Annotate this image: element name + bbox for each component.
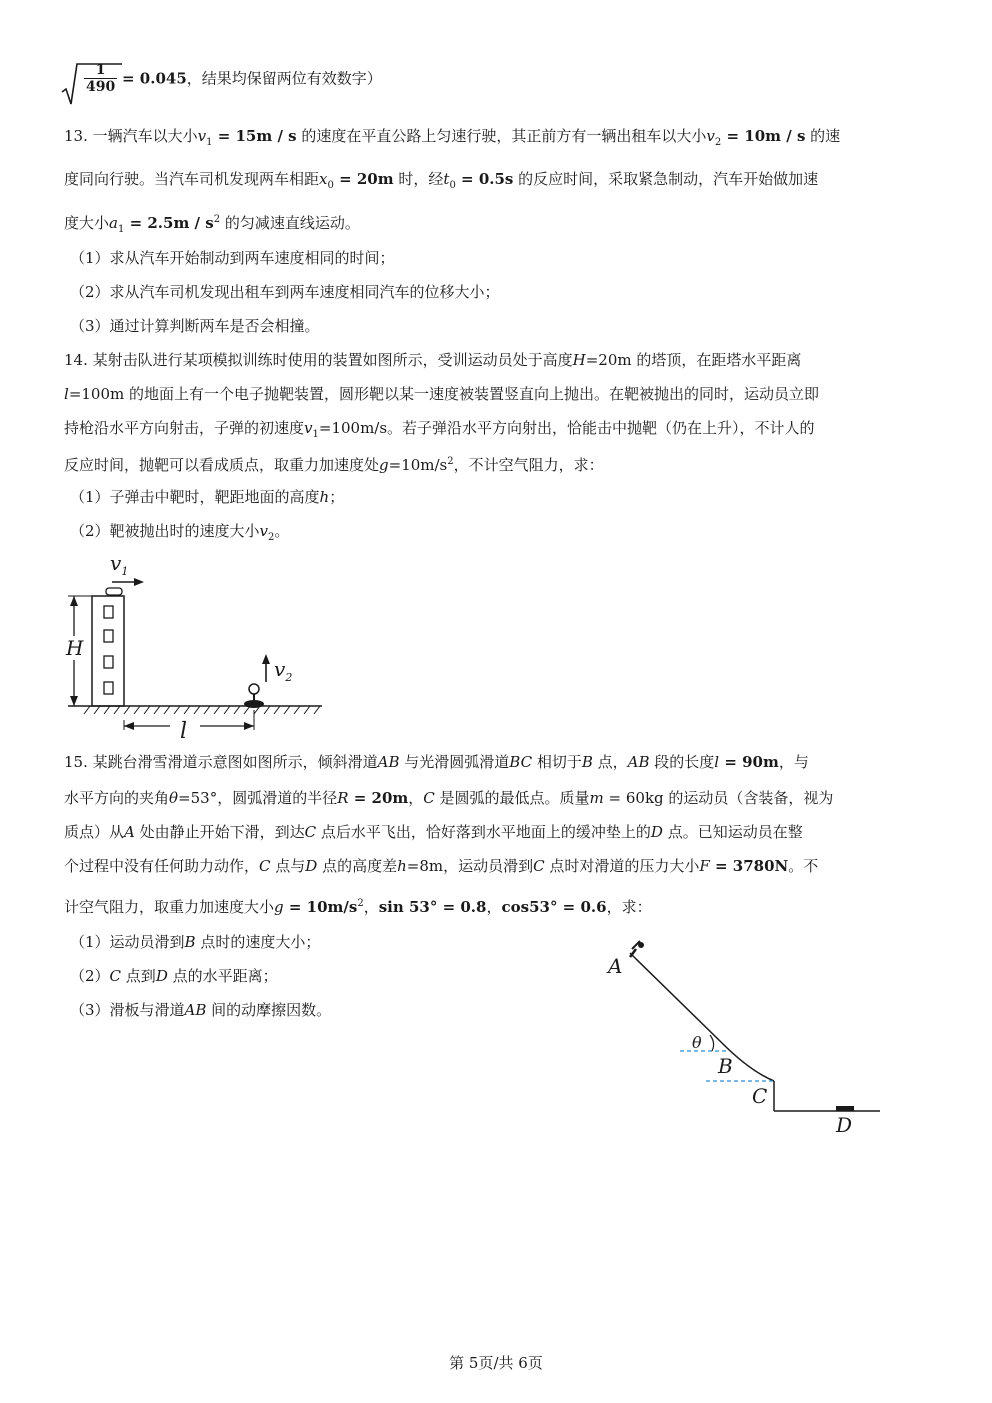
q15-line-5: 计空气阻力，取重力加速度大小$g = 10m/s^2$，sin 53° = 0.8，cos53° = 0.6，求：: [64, 898, 652, 916]
H-label: H: [66, 636, 84, 660]
q15-line-4: 个过程中没有任何助力动作，C 点与D 点的高度差h=8m，运动员滑到C 点时对滑道的压力大小F = 3780N。不: [64, 857, 819, 875]
label-c: C: [752, 1084, 768, 1108]
fraction-numerator: 1: [84, 62, 117, 79]
q13-sub-3: （3）通过计算判断两车是否会相撞。: [70, 317, 320, 335]
launcher: [244, 700, 264, 708]
ski-slope-diagram: [600, 935, 890, 1140]
top-formula: [84, 62, 382, 95]
cushion-d: [836, 1106, 854, 1111]
shooter: [106, 588, 122, 595]
slope-ab: [630, 953, 722, 1043]
q14-line-4: 反应时间，抛靶可以看成质点，取重力加速度处$g=10m/s^2$，不计空气阻力，求：: [64, 456, 604, 474]
q14-line-3: 持枪沿水平方向射击，子弹的初速度$v_1=100m/s$。若子弹沿水平方向射出，恰能击中抛靶（仍在上升），不计人的: [64, 419, 815, 440]
q15-sub-2: （2）C 点到D 点的水平距离；: [70, 967, 278, 985]
q13-line-2: 度同向行驶。当汽车司机发现两车相距$x_0 = 20m$ 时，经$t_0 = 0.5s$ 的反应时间，采取紧急制动，汽车开始做加速: [64, 170, 819, 191]
fraction-denominator: 490: [86, 79, 116, 95]
result-value: = 0.045: [122, 69, 187, 88]
q15-line-3: 质点）从A 处由静止开始下滑，到达C 点后水平飞出，恰好落到水平地面上的缓冲垫上的D 点。已知运动员在整: [64, 823, 803, 841]
tower-target-diagram: [60, 548, 330, 748]
q13-line-3: 度大小$a_1 = 2.5m / s^2$ 的匀减速直线运动。: [64, 214, 360, 235]
l-label: l: [180, 719, 188, 744]
label-a: A: [608, 954, 623, 978]
q13-line-1: 13. 一辆汽车以大小$v_1 = 15m / s$ 的速度在平直公路上匀速行驶，其正前方有一辆出租车以大小$v_2 = 10m / s$ 的速: [64, 127, 841, 148]
q14-sub-2: （2）靶被抛出时的速度大小$v_2$。: [70, 522, 290, 543]
label-d: D: [836, 1113, 853, 1137]
q14-line-1: 14. 某射击队进行某项模拟训练时使用的装置如图所示，受训运动员处于高度H=20m 的塔顶，在距塔水平距离: [64, 351, 802, 369]
precision-note: ，结果均保留两位有效数字）: [186, 69, 382, 88]
skier: [638, 942, 644, 948]
label-theta: θ: [692, 1033, 702, 1052]
q13-sub-1: （1）求从汽车开始制动到两车速度相同的时间；: [70, 249, 395, 267]
q14-sub-1: （1）子弹击中靶时，靶距地面的高度h；: [70, 488, 345, 506]
q15-line-2: 水平方向的夹角θ=53°，圆弧滑道的半径R = 20m，C 是圆弧的最低点。质量m = 60kg 的运动员（含装备，视为: [64, 789, 834, 807]
label-b: B: [718, 1054, 733, 1078]
target: [249, 684, 259, 694]
tower: [92, 596, 124, 706]
q15-sub-1: （1）运动员滑到B 点时的速度大小；: [70, 933, 321, 951]
page-footer: 第 5页/共 6页: [449, 1354, 543, 1372]
fraction: [84, 62, 117, 95]
q14-line-2: l=100m 的地面上有一个电子抛靶装置，圆形靶以某一速度被装置竖直向上抛出。在靶被抛出的同时，运动员立即: [64, 385, 820, 403]
v1-label: $v_1$: [110, 551, 129, 578]
q15-line-1: 15. 某跳台滑雪滑道示意图如图所示，倾斜滑道AB 与光滑圆弧滑道BC 相切于B 点，AB 段的长度l = 90m，与: [64, 753, 809, 771]
q15-sub-3: （3）滑板与滑道AB 间的动摩擦因数。: [70, 1001, 332, 1019]
v2-label: $v_2$: [274, 657, 293, 684]
q13-sub-2: （2）求从汽车司机发现出租车到两车速度相同汽车的位移大小；: [70, 283, 500, 301]
